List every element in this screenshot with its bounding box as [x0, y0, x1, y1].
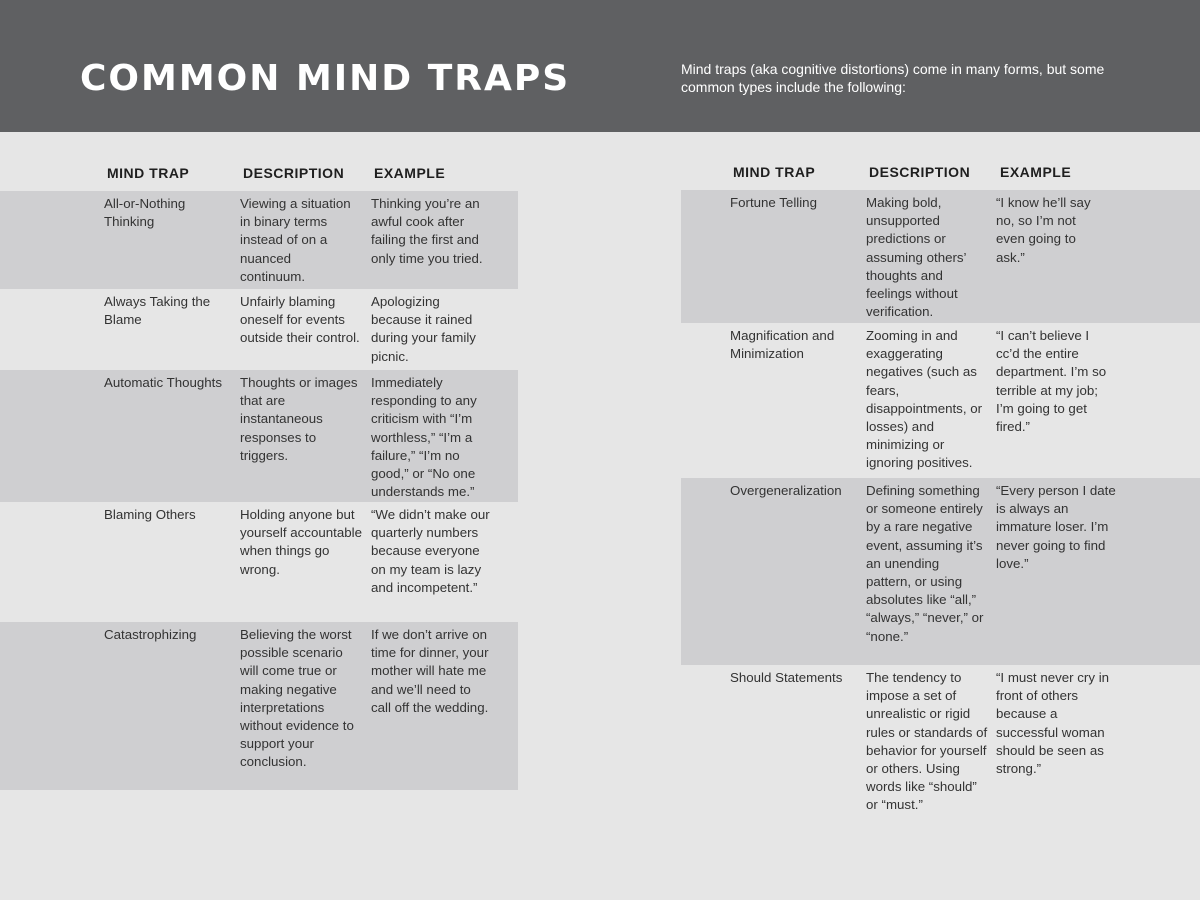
- table-row: [681, 190, 1200, 323]
- mind-trap-example: “We didn’t make our quarterly numbers because everyone on my team is lazy and incompetent.”: [371, 507, 490, 595]
- table-header: [681, 156, 1200, 190]
- mind-trap-example: Immediately responding to any criticism with “I’m worthless,” “I’m a failure,” “I’m no good,” or “No one understands me.”: [371, 375, 477, 500]
- table-row: [0, 502, 518, 622]
- mind-trap-name: Overgeneralization: [730, 483, 842, 498]
- column-header-mind-trap: MIND TRAP: [733, 164, 816, 180]
- table-row: [0, 289, 518, 370]
- mind-trap-description: Viewing a situation in binary terms instead of on a nuanced continuum.: [240, 196, 351, 284]
- left-mind-trap-table: [0, 157, 518, 790]
- mind-trap-name: All-or-Nothing Thinking: [104, 196, 186, 230]
- page-title: COMMON MIND TRAPS: [80, 58, 571, 99]
- column-header-example: EXAMPLE: [374, 165, 446, 181]
- mind-trap-example: “I must never cry in front of others because a successful woman should be seen as strong.”: [996, 670, 1110, 777]
- page-header: [0, 0, 1200, 132]
- mind-trap-name: Magnification and Minimization: [730, 328, 835, 362]
- table-row: [0, 191, 518, 289]
- mind-trap-name: Automatic Thoughts: [104, 375, 223, 390]
- table-row: [681, 665, 1200, 841]
- mind-trap-description: The tendency to impose a set of unrealistic or rigid rules or standards of behavior for yourself or others. Using words like “should” or “must.”: [866, 670, 988, 813]
- right-mind-trap-table: [681, 156, 1200, 841]
- mind-trap-description: Defining something or someone entirely by a rare negative event, assuming it’s an unending pattern, or using absolutes like “all,” “always,” “never,” or “none.”: [866, 483, 984, 644]
- column-header-description: DESCRIPTION: [243, 165, 345, 181]
- mind-trap-description: Thoughts or images that are instantaneous responses to triggers.: [240, 375, 358, 463]
- table-row: [0, 370, 518, 502]
- mind-trap-name: Fortune Telling: [730, 195, 817, 210]
- mind-trap-example: “I can’t believe I cc’d the entire department. I’m so terrible at my job; I’m going to get fired.”: [996, 328, 1107, 435]
- column-header-mind-trap: MIND TRAP: [107, 165, 190, 181]
- mind-trap-name: Always Taking the Blame: [104, 294, 211, 328]
- mind-trap-name: Should Statements: [730, 670, 843, 685]
- table-header: [0, 157, 518, 191]
- table-row: [681, 323, 1200, 478]
- mind-trap-description: Believing the worst possible scenario will come true or making negative interpretations without evidence to support your conclusion.: [240, 627, 354, 770]
- mind-trap-name: Blaming Others: [104, 507, 196, 522]
- mind-trap-description: Holding anyone but yourself accountable when things go wrong.: [240, 507, 362, 577]
- column-header-description: DESCRIPTION: [869, 164, 971, 180]
- mind-trap-description: Unfairly blaming oneself for events outside their control.: [240, 294, 360, 346]
- intro-text: Mind traps (aka cognitive distortions) come in many forms, but some common types include the following:: [681, 61, 1105, 95]
- mind-trap-example: Apologizing because it rained during your family picnic.: [371, 294, 476, 364]
- mind-trap-description: Zooming in and exaggerating negatives (such as fears, disappointments, or losses) and minimizing or ignoring positives.: [866, 328, 983, 471]
- mind-trap-description: Making bold, unsupported predictions or assuming others’ thoughts and feelings without verification.: [866, 195, 967, 320]
- mind-trap-name: Catastrophizing: [104, 627, 197, 642]
- mind-trap-example: “I know he’ll say no, so I’m not even going to ask.”: [996, 195, 1091, 265]
- mind-trap-example: Thinking you’re an awful cook after failing the first and only time you tried.: [371, 196, 483, 266]
- mind-trap-example: “Every person I date is always an immature loser. I’m never going to find love.”: [996, 483, 1116, 571]
- table-row: [681, 478, 1200, 665]
- mind-trap-example: If we don’t arrive on time for dinner, your mother will hate me and we’ll need to call off the wedding.: [371, 627, 489, 715]
- column-header-example: EXAMPLE: [1000, 164, 1072, 180]
- table-row: [0, 622, 518, 790]
